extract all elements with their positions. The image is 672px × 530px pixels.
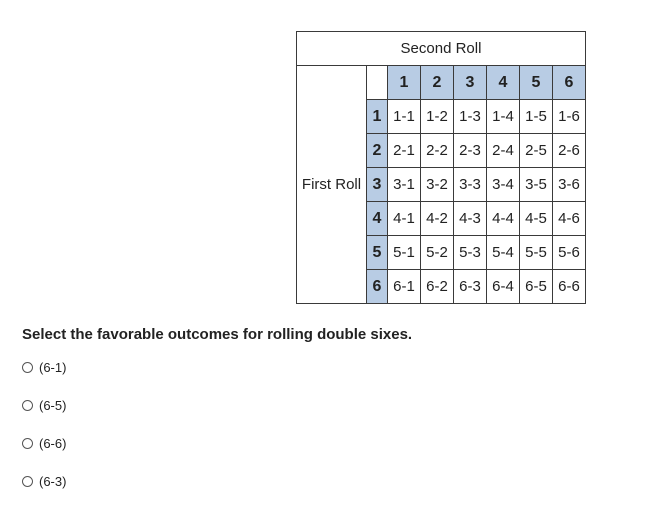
row-header: 2: [367, 134, 388, 168]
column-header-row: [297, 66, 586, 100]
column-header: 4: [487, 66, 520, 100]
answer-option[interactable]: [22, 358, 66, 396]
outcome-cell: 6-5: [520, 270, 553, 304]
column-header: 3: [454, 66, 487, 100]
outcome-cell: 2-2: [421, 134, 454, 168]
outcome-cell: 2-6: [553, 134, 586, 168]
outcome-cell: 5-2: [421, 236, 454, 270]
outcome-cell: 6-1: [388, 270, 421, 304]
outcome-cell: 3-3: [454, 168, 487, 202]
answer-option[interactable]: [22, 396, 66, 434]
corner-cell: [367, 66, 388, 100]
answer-option[interactable]: [22, 434, 66, 472]
outcome-cell: 1-4: [487, 100, 520, 134]
outcome-cell: 3-6: [553, 168, 586, 202]
column-header: 5: [520, 66, 553, 100]
option-label[interactable]: (6-1): [39, 360, 67, 375]
outcome-cell: 3-4: [487, 168, 520, 202]
radio-button[interactable]: [22, 400, 33, 411]
table-title: Second Roll: [297, 32, 586, 66]
outcome-cell: 1-1: [388, 100, 421, 134]
column-header: 2: [421, 66, 454, 100]
row-header: 3: [367, 168, 388, 202]
outcome-cell: 3-1: [388, 168, 421, 202]
outcome-cell: 4-4: [487, 202, 520, 236]
outcome-cell: 2-1: [388, 134, 421, 168]
outcome-cell: 5-6: [553, 236, 586, 270]
outcome-cell: 1-5: [520, 100, 553, 134]
row-header: 5: [367, 236, 388, 270]
outcome-cell: 6-4: [487, 270, 520, 304]
option-label[interactable]: (6-6): [39, 436, 67, 451]
option-label[interactable]: (6-5): [39, 398, 67, 413]
row-header: 1: [367, 100, 388, 134]
answer-options: [22, 358, 66, 510]
radio-button[interactable]: [22, 438, 33, 449]
row-header: 4: [367, 202, 388, 236]
outcome-table: [296, 31, 586, 304]
outcome-cell: 3-5: [520, 168, 553, 202]
outcome-cell: 2-4: [487, 134, 520, 168]
outcome-cell: 5-1: [388, 236, 421, 270]
answer-option[interactable]: [22, 472, 66, 510]
outcome-cell: 5-4: [487, 236, 520, 270]
outcome-cell: 4-3: [454, 202, 487, 236]
outcome-cell: 4-5: [520, 202, 553, 236]
outcome-cell: 4-1: [388, 202, 421, 236]
outcome-cell: 6-6: [553, 270, 586, 304]
row-axis-label: First Roll: [297, 66, 367, 304]
outcome-cell: 5-3: [454, 236, 487, 270]
radio-button[interactable]: [22, 476, 33, 487]
radio-button[interactable]: [22, 362, 33, 373]
outcome-cell: 5-5: [520, 236, 553, 270]
outcome-cell: 1-6: [553, 100, 586, 134]
outcome-cell: 2-5: [520, 134, 553, 168]
option-label[interactable]: (6-3): [39, 474, 67, 489]
outcome-cell: 1-3: [454, 100, 487, 134]
outcome-cell: 2-3: [454, 134, 487, 168]
column-header: 6: [553, 66, 586, 100]
outcome-cell: 6-2: [421, 270, 454, 304]
row-header: 6: [367, 270, 388, 304]
outcome-cell: 4-2: [421, 202, 454, 236]
outcome-cell: 1-2: [421, 100, 454, 134]
column-header: 1: [388, 66, 421, 100]
question-prompt: Select the favorable outcomes for rolling double sixes.: [22, 326, 413, 343]
outcome-cell: 6-3: [454, 270, 487, 304]
outcome-cell: 3-2: [421, 168, 454, 202]
outcome-cell: 4-6: [553, 202, 586, 236]
